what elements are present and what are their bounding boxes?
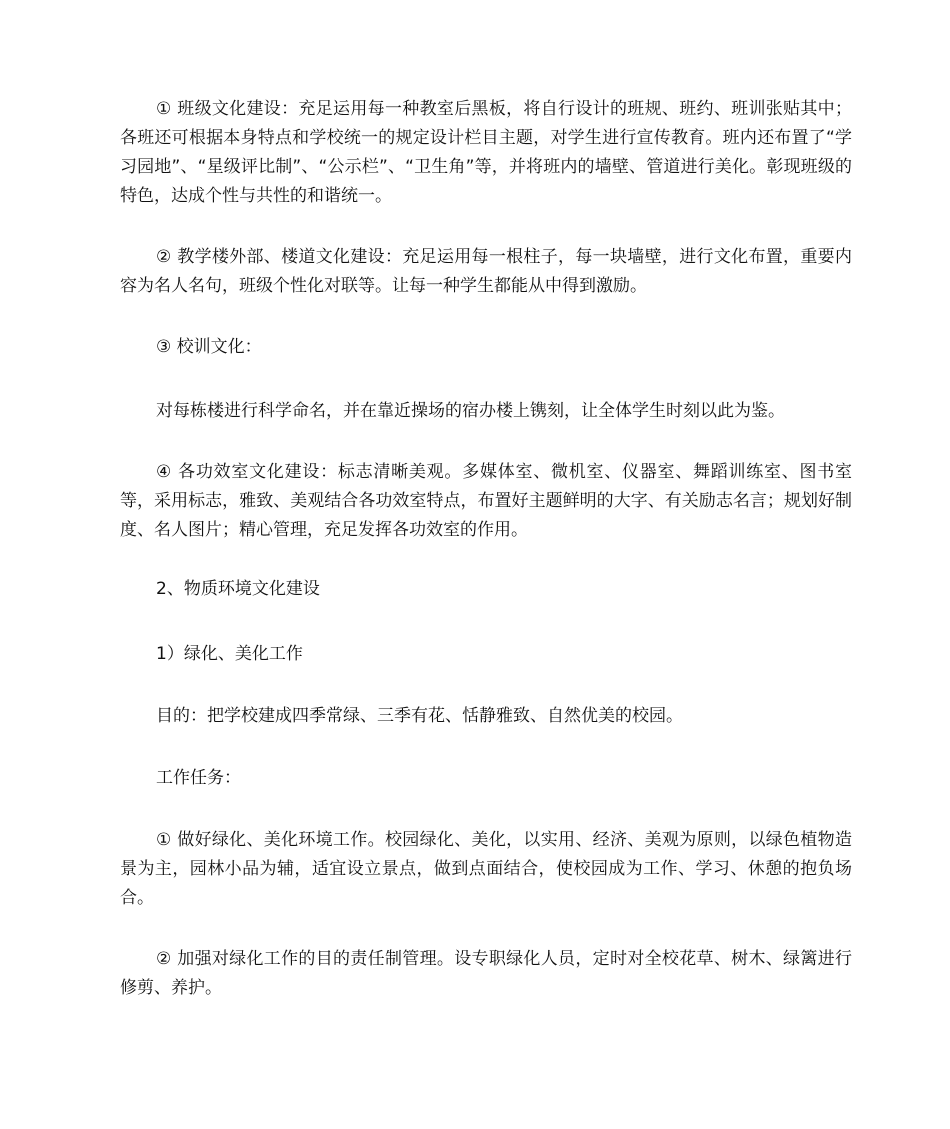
paragraph-function-rooms: ④ 各功效室文化建设：标志清晰美观。多媒体室、微机室、仪器室、舞蹈训练室、图书室等，采用标志，雅致、美观结合各功效室特点，布置好主题鲜明的大字、有关励志名言；规划好制度、名人图片；精心管理，充足发挥各功效室的作用。 (120, 462, 852, 540)
paragraph-motto-heading: ③ 校训文化： (156, 337, 262, 357)
paragraph-task-greening: ① 做好绿化、美化环境工作。校园绿化、美化，以实用、经济、美观为原则，以绿色植物造景为主，园林小品为辅，适宜设立景点，做到点面结合，使校园成为工作、学习、休憩的抱负场合。 (120, 830, 852, 908)
paragraph-purpose: 目的：把学校建成四季常绿、三季有花、恬静雅致、自然优美的校园。 (156, 706, 683, 726)
paragraph-tasks-heading: 工作任务： (156, 768, 241, 788)
section-heading-material-environment: 2、物质环境文化建设 (156, 579, 320, 599)
subsection-heading-greening: 1）绿化、美化工作 (156, 644, 303, 664)
paragraph-building-culture: ② 教学楼外部、楼道文化建设：充足运用每一根柱子，每一块墙壁，进行文化布置，重要内容为名人名句，班级个性化对联等。让每一种学生都能从中得到激励。 (120, 247, 852, 296)
paragraph-task-management: ② 加强对绿化工作的目的责任制管理。设专职绿化人员，定时对全校花草、树木、绿篱进行修剪、养护。 (120, 949, 852, 998)
paragraph-class-culture: ① 班级文化建设：充足运用每一种教室后黑板，将自行设计的班规、班约、班训张贴其中；各班还可根据本身特点和学校统一的规定设计栏目主题，对学生进行宣传教育。班内还布置了“学习园地”、“星级评比制”、“公示栏”、“卫生角”等，并将班内的墙壁、管道进行美化。彰现班级的特色，达成个性与共性的和谐统一。 (120, 99, 852, 206)
paragraph-motto-body: 对每栋楼进行科学命名，并在靠近操场的宿办楼上镌刻，让全体学生时刻以此为鉴。 (156, 401, 785, 421)
